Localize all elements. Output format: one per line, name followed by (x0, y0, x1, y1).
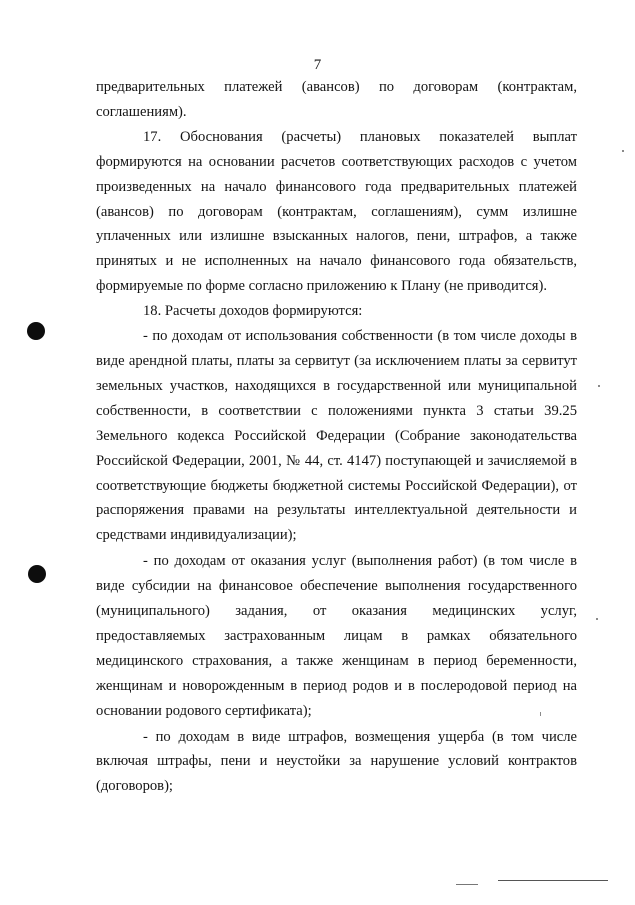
scan-speck (596, 618, 598, 620)
document-body (96, 75, 577, 799)
scan-speck (540, 712, 541, 716)
paragraph-item-18: 18. Расчеты доходов формируются: (143, 303, 363, 320)
scan-speck (598, 385, 600, 387)
scan-speck (622, 150, 624, 152)
page-number: 7 (313, 57, 322, 73)
scan-rule-line (456, 884, 478, 885)
scan-rule-line (498, 880, 608, 881)
paragraph-income-fines: - по доходам в виде штрафов, возмещения ущерба (в том числе включая штрафы, пени и неустойки за нарушение условий контрактов (договоров); (96, 728, 577, 795)
binder-hole-top (27, 322, 45, 340)
paragraph-item-17: 17. Обоснования (расчеты) плановых показателей выплат формируются на основании расчетов соответствующих расходов с учетом произведенных на начало финансового года предварительных платежей (авансов) по договорам (контрактам, соглашениям), сумм излишне уплаченных или излишне взысканных налогов, пени, штрафов, а также принятых и не исполненных на начало финансового года обязательств, формируемые по форме согласно приложению к Плану (не приводится). (96, 128, 577, 295)
paragraph-income-services: - по доходам от оказания услуг (выполнения работ) (в том числе в виде субсидии на финансовое обеспечение выполнения государственного (муниципального) задания, от оказания медицинских услуг, предоставляемых застрахованным лицам в рамках обязательного медицинского страхования, а также женщинам в период беременности, женщинам и новорожденным в период родов и в послеродовой период на основании родового сертификата); (96, 553, 577, 719)
paragraph-continuation: предварительных платежей (авансов) по договорам (контрактам, соглашениям). (96, 79, 577, 120)
binder-hole-bottom (28, 565, 46, 583)
paragraph-income-property: - по доходам от использования собственности (в том числе доходы в виде арендной платы, платы за сервитут (за исключением платы за сервитут земельных участков, находящихся в государственной или муниципальной собственности, в соответствии с положениями пункта 3 статьи 39.25 Земельного кодекса Российской Федерации (Собрание законодательства Российской Федерации, 2001, № 44, ст. 4147) поступающей и зачисляемой в соответствующие бюджеты бюджетной системы Российской Федерации), от распоряжения правами на результаты интеллектуальной деятельности и средствами индивидуализации); (96, 328, 577, 544)
